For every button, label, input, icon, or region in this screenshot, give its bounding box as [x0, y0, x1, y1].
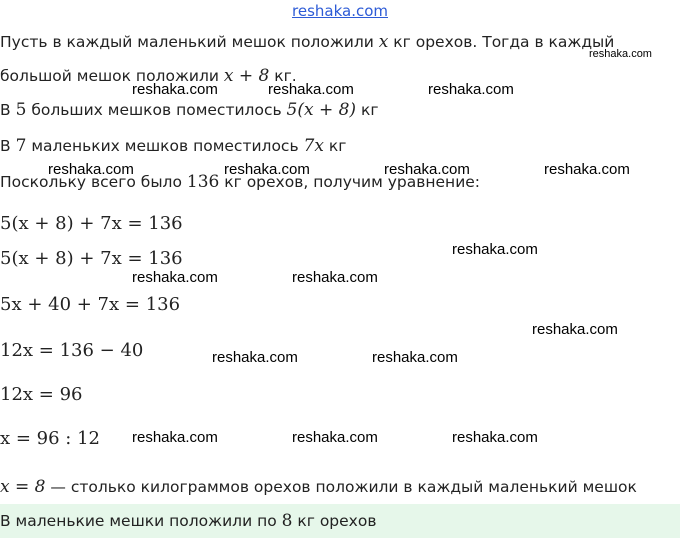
text: В [0, 101, 16, 119]
watermark: reshaka.com [224, 161, 310, 178]
watermark: reshaka.com [372, 349, 458, 366]
equation-3: 5x + 40 + 7x = 136 [0, 294, 181, 315]
watermark: reshaka.com [428, 81, 514, 98]
math-expression: x + 8 [223, 66, 270, 86]
equation-6: x = 96 : 12 [0, 428, 100, 449]
math-number: 7 [15, 136, 27, 156]
equation-1: 5(x + 8) + 7x = 136 [0, 213, 183, 234]
text: В маленькие мешки положили по [0, 512, 282, 530]
text: кг. [269, 67, 297, 85]
math-number: 5 [15, 100, 27, 120]
text: кг [323, 137, 347, 155]
watermark: reshaka.com [452, 241, 538, 258]
text: кг орехов, получим уравнение: [219, 173, 481, 191]
text: кг [356, 101, 379, 119]
math-expression: 7x [303, 136, 324, 156]
text: — столько килограммов орехов положили в каждый маленький мешок [45, 478, 637, 496]
watermark: reshaka.com [212, 349, 298, 366]
text: больших мешков поместилось [26, 101, 287, 119]
watermark: reshaka.com [384, 161, 470, 178]
text: маленьких мешков поместилось [26, 137, 304, 155]
text: В [0, 137, 16, 155]
watermark: reshaka.com [132, 81, 218, 98]
text: кг орехов. Тогда в каждый [388, 33, 615, 51]
text-line-4 [0, 136, 346, 156]
answer-text [0, 511, 376, 531]
watermark: reshaka.com [48, 161, 134, 178]
watermark: reshaka.com [532, 321, 618, 338]
result-line [0, 477, 637, 497]
site-header-link[interactable]: reshaka.com [292, 2, 388, 20]
text-line-1 [0, 32, 614, 52]
equation-2: 5(x + 8) + 7x = 136 [0, 248, 183, 269]
text: Поскольку всего было [0, 173, 187, 191]
watermark: reshaka.com [544, 161, 630, 178]
math-var: x [378, 32, 389, 52]
watermark: reshaka.com [292, 269, 378, 286]
watermark: reshaka.com [268, 81, 354, 98]
equation-4: 12x = 136 − 40 [0, 340, 144, 361]
math-number: 8 [281, 511, 293, 531]
text: Пусть в каждый маленький мешок положили [0, 33, 379, 51]
math-number: 136 [186, 172, 220, 192]
watermark: reshaka.com [132, 429, 218, 446]
watermark: reshaka.com [292, 429, 378, 446]
watermark: reshaka.com [452, 429, 538, 446]
text-line-3 [0, 100, 379, 120]
watermark: reshaka.com [132, 269, 218, 286]
math-expression: 5(x + 8) [286, 100, 357, 120]
equation-5: 12x = 96 [0, 384, 83, 405]
text: кг орехов [292, 512, 377, 530]
math-expression: x = 8 [0, 477, 46, 497]
answer-box [0, 504, 680, 538]
text: большой мешок положили [0, 67, 224, 85]
watermark: reshaka.com [589, 48, 652, 60]
